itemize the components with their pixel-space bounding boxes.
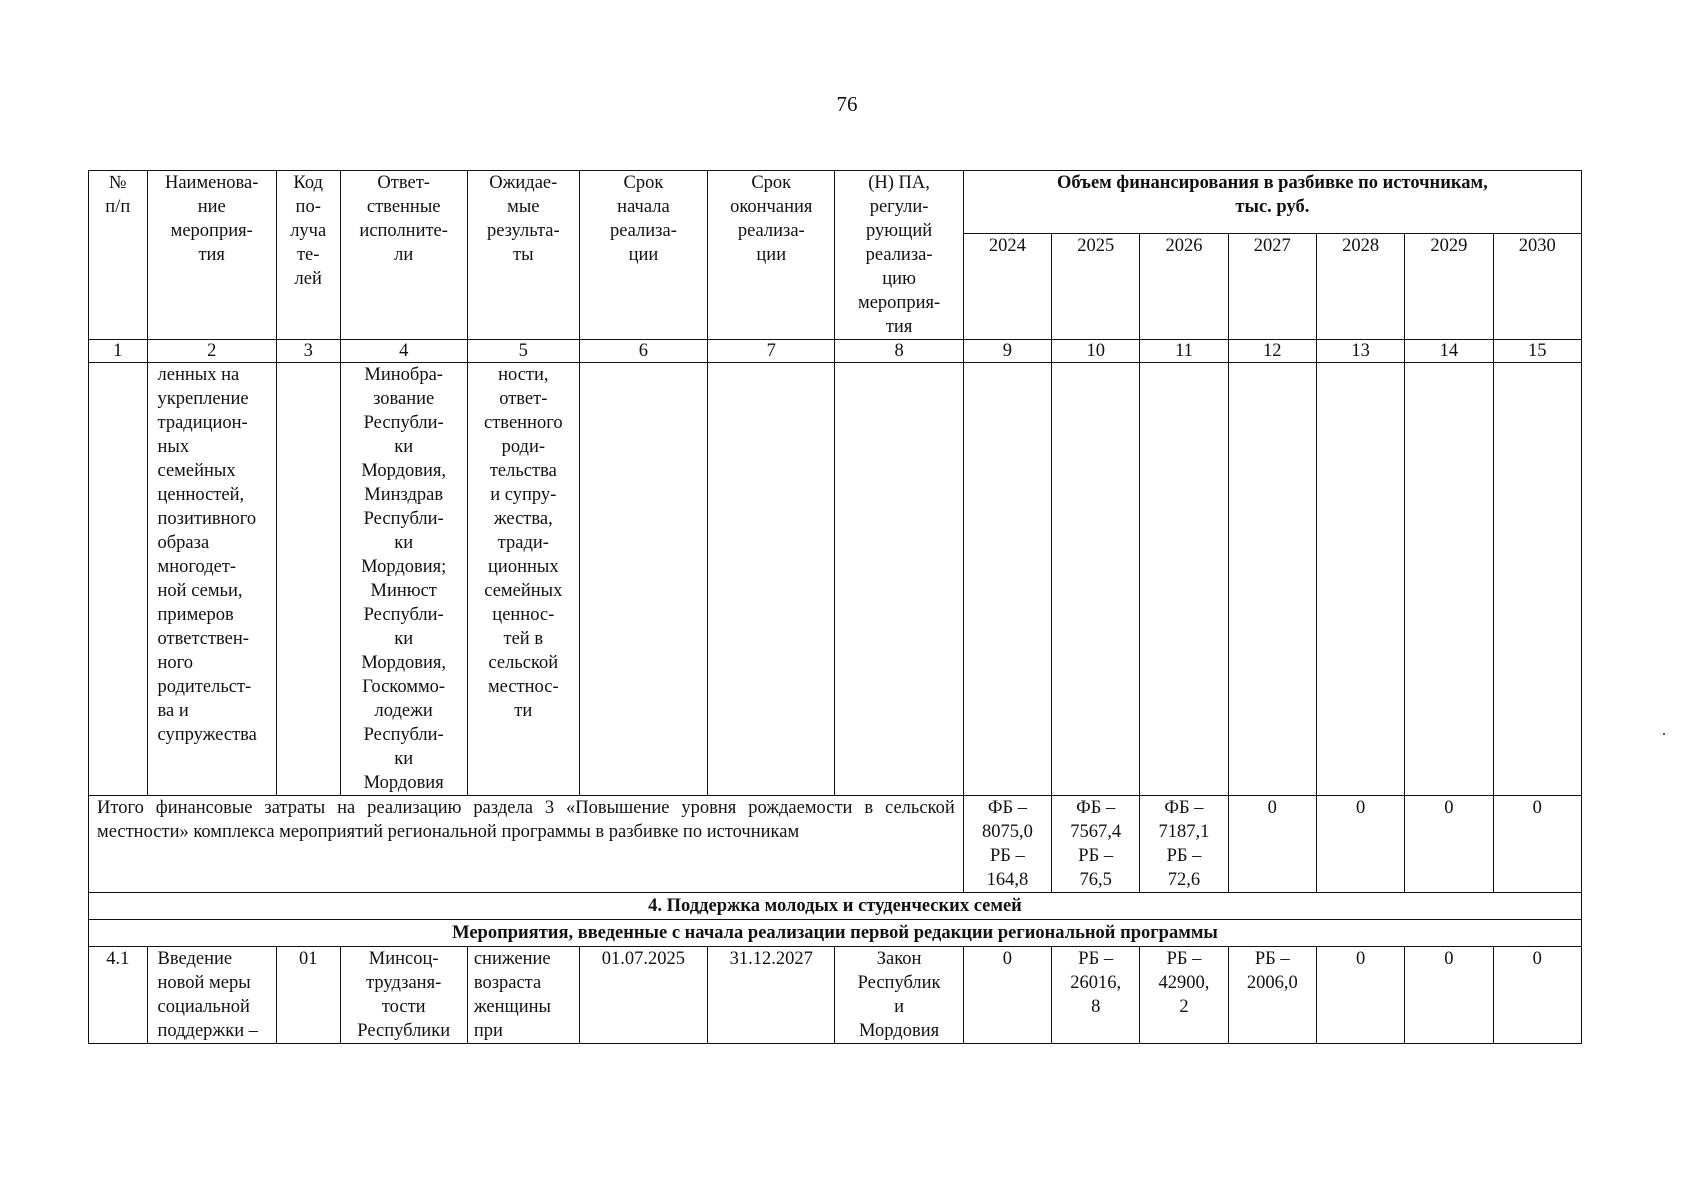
cell-empty xyxy=(1493,363,1581,796)
subsection-title: Мероприятия, введенные с начала реализации первой редакции региональной программы xyxy=(89,920,1582,947)
total-2030: 0 xyxy=(1493,796,1581,893)
year-2025: 2025 xyxy=(1052,234,1140,340)
col-number: 6 xyxy=(579,340,707,363)
col-number: 10 xyxy=(1052,340,1140,363)
cell-empty xyxy=(963,363,1051,796)
col-number: 7 xyxy=(708,340,835,363)
total-2029: 0 xyxy=(1405,796,1493,893)
total-2024: ФБ – 8075,0 РБ – 164,8 xyxy=(963,796,1051,893)
row-2027: РБ – 2006,0 xyxy=(1228,947,1316,1044)
cell-empty xyxy=(1316,363,1404,796)
margin-dot xyxy=(1663,733,1665,735)
col-number: 4 xyxy=(340,340,467,363)
section-title: 4. Поддержка молодых и студенческих семей xyxy=(89,893,1582,920)
year-2024: 2024 xyxy=(963,234,1051,340)
row-2026: РБ – 42900, 2 xyxy=(1140,947,1228,1044)
table-row xyxy=(89,947,1582,1044)
year-2030: 2030 xyxy=(1493,234,1581,340)
financing-table xyxy=(88,170,1582,1044)
col-number: 3 xyxy=(276,340,340,363)
header-start: Срок начала реализа- ции xyxy=(579,171,707,340)
col-number: 5 xyxy=(467,340,579,363)
total-2026: ФБ – 7187,1 РБ – 72,6 xyxy=(1140,796,1228,893)
row-2025: РБ – 26016, 8 xyxy=(1052,947,1140,1044)
header-results: Ожидае- мые результа- ты xyxy=(467,171,579,340)
row-number: 4.1 xyxy=(89,947,148,1044)
total-2028: 0 xyxy=(1316,796,1404,893)
year-2029: 2029 xyxy=(1405,234,1493,340)
continued-row xyxy=(89,363,1582,796)
col-number: 2 xyxy=(147,340,276,363)
cell-empty xyxy=(1140,363,1228,796)
cell-empty xyxy=(89,363,148,796)
col-number: 8 xyxy=(835,340,963,363)
cell-empty xyxy=(1052,363,1140,796)
row-legal-act: Закон Республик и Мордовия xyxy=(835,947,963,1044)
column-numbers-row xyxy=(89,340,1582,363)
col-number: 9 xyxy=(963,340,1051,363)
page-number: 76 xyxy=(836,92,858,116)
year-2027: 2027 xyxy=(1228,234,1316,340)
col-number: 1 xyxy=(89,340,148,363)
header-legal-act: (Н) ПА, регули- рующий реализа- цию мероприя- тия xyxy=(835,171,963,340)
section-row xyxy=(89,893,1582,920)
header-name: Наименова- ние мероприя- тия xyxy=(147,171,276,340)
col-number: 11 xyxy=(1140,340,1228,363)
total-label: Итого финансовые затраты на реализацию раздела 3 «Повышение уровня рождаемости в сельской местности» комплекса мероприятий региональной программы в разбивке по источникам xyxy=(89,796,964,893)
col-number: 15 xyxy=(1493,340,1581,363)
cell-empty xyxy=(276,363,340,796)
col-number: 12 xyxy=(1228,340,1316,363)
header-end: Срок окончания реализа- ции xyxy=(708,171,835,340)
cell-empty xyxy=(1228,363,1316,796)
row-2028: 0 xyxy=(1316,947,1404,1044)
year-2028: 2028 xyxy=(1316,234,1404,340)
cell-empty xyxy=(835,363,963,796)
header-row xyxy=(89,171,1582,234)
continued-executors: Минобра- зование Республи- ки Мордовия, Минздрав Республи- ки Мордовия; Минюст Республи- ки Мордовия, Госкоммо- лодежи Республи- ки Мордовия xyxy=(340,363,467,796)
subsection-row xyxy=(89,920,1582,947)
header-financing: Объем финансирования в разбивке по источникам, тыс. руб. xyxy=(963,171,1581,234)
header-executors: Ответ- ственные исполните- ли xyxy=(340,171,467,340)
row-name: Введение новой меры социальной поддержки – xyxy=(147,947,276,1044)
cell-empty xyxy=(708,363,835,796)
row-results: снижение возраста женщины при xyxy=(467,947,579,1044)
cell-empty xyxy=(579,363,707,796)
continued-name: ленных на укрепление традицион- ных семейных ценностей, позитивного образа многодет- ной семьи, примеров ответствен- ного родительст- ва и супружества xyxy=(147,363,276,796)
row-start: 01.07.2025 xyxy=(579,947,707,1044)
col-number: 13 xyxy=(1316,340,1404,363)
row-executors: Минсоц- трудзаня- тости Республики xyxy=(340,947,467,1044)
col-number: 14 xyxy=(1405,340,1493,363)
continued-results: ности, ответ- ственного роди- тельства и супру- жества, тради- ционных семейных ценнос- тей в сельской местнос- ти xyxy=(467,363,579,796)
total-2025: ФБ – 7567,4 РБ – 76,5 xyxy=(1052,796,1140,893)
row-2029: 0 xyxy=(1405,947,1493,1044)
row-code: 01 xyxy=(276,947,340,1044)
total-2027: 0 xyxy=(1228,796,1316,893)
total-row xyxy=(89,796,1582,893)
row-2030: 0 xyxy=(1493,947,1581,1044)
row-2024: 0 xyxy=(963,947,1051,1044)
header-num: № п/п xyxy=(89,171,148,340)
cell-empty xyxy=(1405,363,1493,796)
row-end: 31.12.2027 xyxy=(708,947,835,1044)
header-code: Код по- луча те- лей xyxy=(276,171,340,340)
year-2026: 2026 xyxy=(1140,234,1228,340)
